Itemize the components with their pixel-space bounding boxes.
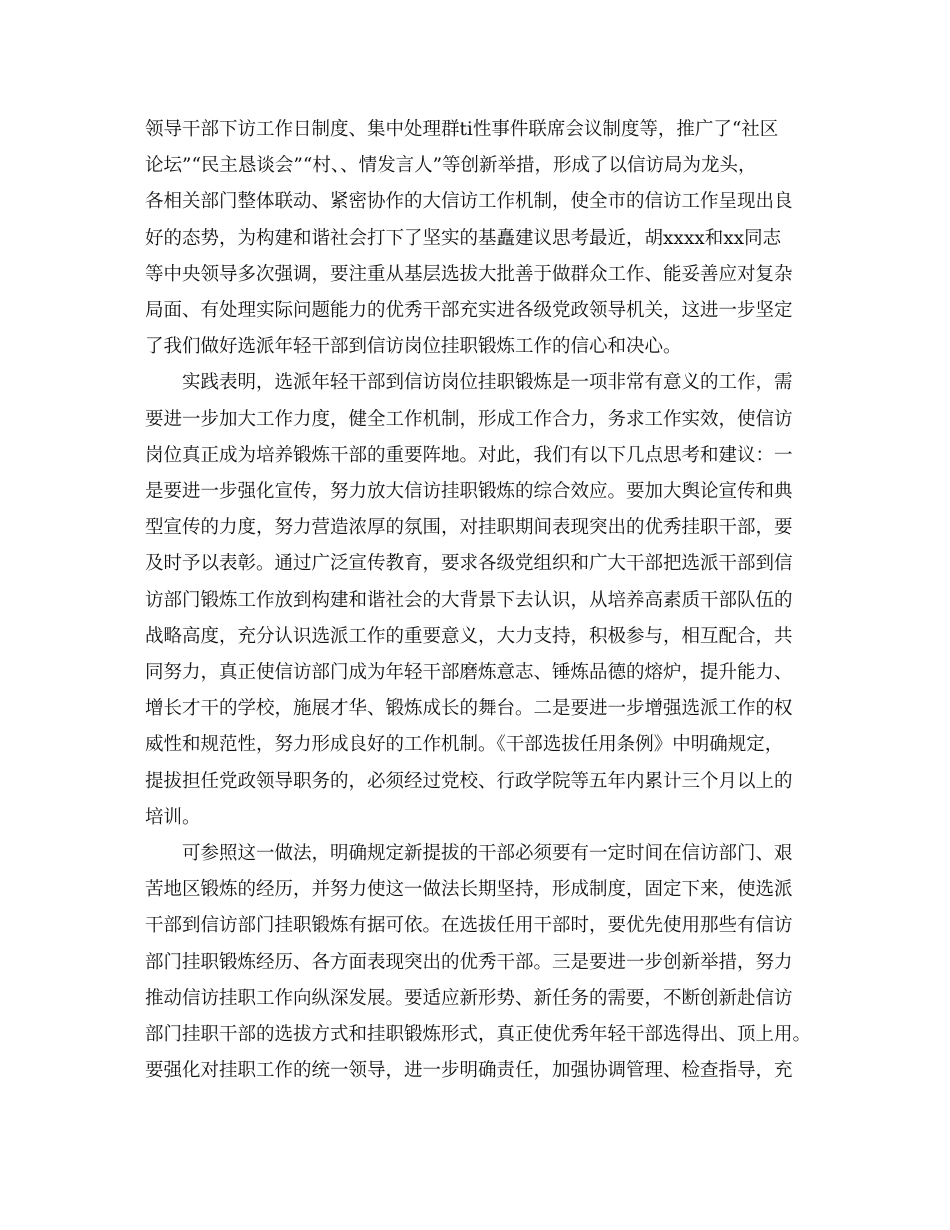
paragraph-3: 可参照这一做法，明确规定新提拔的干部必须要有一定时间在信访部门、艰 苦地区锻炼的经历，并努力使这一做法长期坚持，形成制度，固定下来，使选派 干部到信访部门挂职锻炼有据可依。在选拔任用干部时，要优先使用那些有信访 部门挂职锻炼经历、各方面表现突出的优秀干部。三是要进一步创新举措，努力 推动信访挂职工作向纵深发展。要适应新形势、新任务的需要，不断创新赴信访 部门挂职干部的选拔方式和挂职锻炼形式，真正使优秀年轻干部选得出、顶上用。 要强化对挂职工作的统一领导，进一步明确责任，加强协调管理、检查指导，充 [145,843,812,1082]
document-body [145,112,813,1089]
paragraph-1: 领导干部下访工作日制度、集中处理群ti性事件联席会议制度等，推广了“社区 论坛”“民主恳谈会”“村、、情发言人”等创新举措，形成了以信访局为龙头， 各相关部门整体联动、紧密协作的大信访工作机制，使全市的信访工作呈现出良 好的态势，为构建和谐社会打下了坚实的基矗建议思考最近，胡xxxx和xx同志 等中央领导多次强调，要注重从基层选拔大批善于做群众工作、能妥善应对复杂 局面、有处理实际问题能力的优秀干部充实进各级党政领导机关，这进一步坚定 了我们做好选派年轻干部到信访岗位挂职锻炼工作的信心和决心。 [145,119,793,358]
paragraph-2: 实践表明，选派年轻干部到信访岗位挂职锻炼是一项非常有意义的工作，需 要进一步加大工作力度，健全工作机制，形成工作合力，务求工作实效，使信访 岗位真正成为培养锻炼干部的重要阵地。对此，我们有以下几点思考和建议：一 是要进一步强化宣传，努力放大信访挂职锻炼的综合效应。要加大舆论宣传和典 型宣传的力度，努力营造浓厚的氛围，对挂职期间表现突出的优秀挂职干部，要 及时予以表彰。通过广泛宣传教育，要求各级党组织和广大干部把选派干部到信 访部门锻炼工作放到构建和谐社会的大背景下去认识，从培养高素质干部队伍的 战略高度，充分认识选派工作的重要意义，大力支持，积极参与，相互配合，共 同努力，真正使信访部门成为年轻干部磨炼意志、锤炼品德的熔炉，提升能力、 增长才干的学校，施展才华、锻炼成长的舞台。二是要进一步增强选派工作的权 威性和规范性，努力形成良好的工作机制。《干部选拔任用条例》中明确规定， 提拔担任党政领导职务的，必须经过党校、行政学院等五年内累计三个月以上的 培训。 [145,372,793,828]
